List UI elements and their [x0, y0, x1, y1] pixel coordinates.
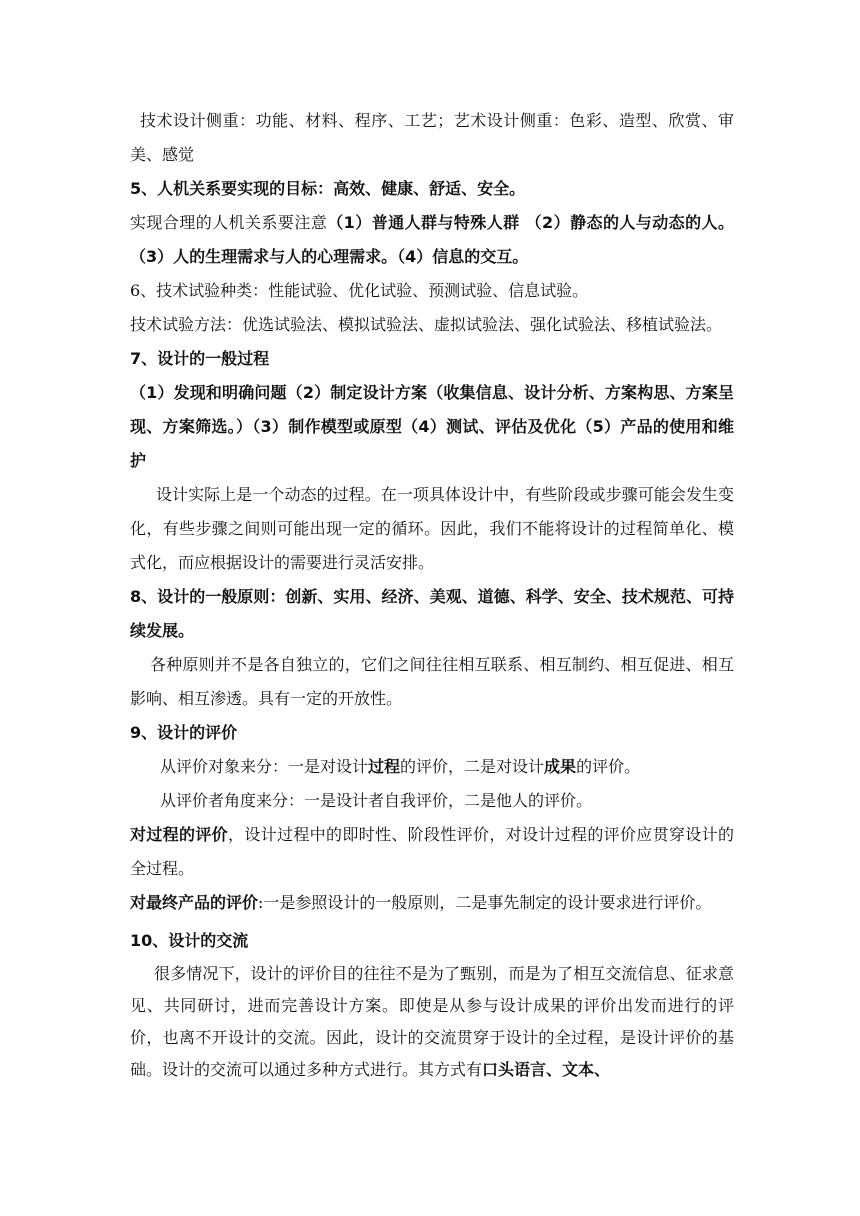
section-9-object-text-3: 的评价。 [576, 757, 641, 776]
section-9-object-paragraph [130, 750, 734, 784]
section-7-paragraph: 设计实际上是一个动态的过程。在一项具体设计中，有些阶段或步骤可能会发生变化，有些步骤之间则可能出现一定的循环。因此，我们不能将设计的过程简单化、模式化，而应根据设计的需要进行灵活安排。 [130, 485, 734, 572]
section-5-bold-items: （1）普通人群与特殊人群 （2）静态的人与动态的人。（3）人的生理需求与人的心理需求。（4）信息的交互。 [130, 213, 734, 266]
section-10-bold-methods: 口头语言、文本、 [482, 1060, 611, 1079]
section-10-paragraph [130, 958, 734, 1086]
section-9-product-paragraph [130, 886, 734, 920]
section-6-experiment-methods: 技术试验方法：优选试验法、模拟试验法、虚拟试验法、强化试验法、移植试验法。 [130, 315, 723, 334]
section-9-process-bold: 对过程的评价 [130, 825, 228, 844]
section-9-heading: 9、设计的评价 [130, 723, 238, 742]
section-9-process-text: ，设计过程中的即时性、阶段性评价，对设计过程的评价应贯穿设计的全过程。 [130, 825, 734, 878]
section-9-object-bold-result: 成果 [544, 757, 577, 776]
section-10-text: 很多情况下，设计的评价目的往往不是为了甄别，而是为了相互交流信息、征求意见、共同研讨，进而完善设计方案。即使是从参与设计成果的评价出发而进行的评价，也离不开设计的交流。因此，设计的交流贯穿于设计的全过程，是设计评价的基础。设计的交流可以通过多种方式进行。其方式有 [130, 964, 734, 1079]
section-10-heading: 10、设计的交流 [130, 931, 249, 950]
section-9-object-text-1: 从评价对象来分：一是对设计 [160, 757, 369, 776]
section-8-paragraph: 各种原则并不是各自独立的，它们之间往往相互联系、相互制约、相互促进、相互影响、相互渗透。具有一定的开放性。 [130, 655, 734, 708]
tech-design-paragraph: 技术设计侧重：功能、材料、程序、工艺；艺术设计侧重：色彩、造型、欣赏、审美、感觉 [130, 111, 734, 164]
section-5-heading: 5、人机关系要实现的目标：高效、健康、舒适、安全。 [130, 179, 526, 198]
section-9-evaluator-paragraph: 从评价者角度来分：一是设计者自我评价，二是他人的评价。 [160, 791, 593, 810]
section-8-heading: 8、设计的一般原则：创新、实用、经济、美观、道德、科学、安全、技术规范、可持续发展。 [130, 587, 734, 640]
section-9-product-bold: 对最终产品的评价 [130, 893, 259, 912]
section-9-object-text-2: 的评价，二是对设计 [400, 757, 545, 776]
section-7-heading: 7、设计的一般过程 [130, 349, 270, 368]
section-9-process-paragraph [130, 818, 734, 886]
document-body [130, 104, 734, 1086]
section-6-experiment-types: 6、技术试验种类：性能试验、优化试验、预测试验、信息试验。 [130, 281, 589, 300]
section-7-steps: （1）发现和明确问题（2）制定设计方案（收集信息、设计分析、方案构思、方案呈现、方案筛选。）（3）制作模型或原型（4）测试、评估及优化（5）产品的使用和维护 [130, 383, 734, 470]
section-5-intro-text: 实现合理的人机关系要注意 [130, 213, 328, 232]
section-9-product-text: :一是参照设计的一般原则，二是事先制定的设计要求进行评价。 [258, 893, 712, 912]
section-5-paragraph [130, 206, 734, 274]
section-9-object-bold-process: 过程 [368, 757, 401, 776]
